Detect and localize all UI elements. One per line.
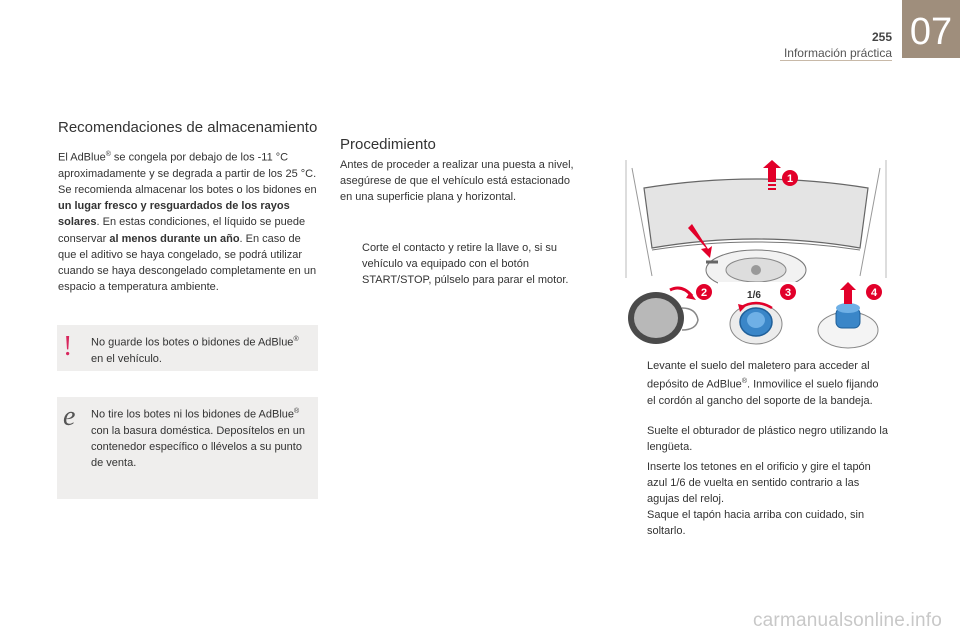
- procedure-intro: Antes de proceder a realizar una puesta a nivel, asegúrese de que el vehículo está estacionado en una superficie plana y horizontal.: [340, 159, 574, 204]
- step-4: Inserte los tetones en el orificio y gire el tapón azul 1/6 de vuelta en sentido contrario a las agujas del reloj.: [647, 461, 871, 506]
- warning-icon: !: [63, 331, 73, 362]
- environment-box: [57, 397, 318, 499]
- environment-text: No tire los botes ni los bidones de AdBlue® con la basura doméstica. Deposítelos en un contenedor específico o llévelos a su punto de venta.: [91, 408, 306, 470]
- trunk-drawing: [624, 160, 888, 290]
- header-divider: [780, 60, 892, 61]
- fraction-label: 1/6: [747, 290, 761, 301]
- step-1: Corte el contacto y retire la llave o, si su vehículo va equipado con el botón START/STOP, púlselo para parar el motor.: [362, 242, 569, 287]
- watermark: carmanualsonline.info: [752, 610, 942, 631]
- section-title: Información práctica: [783, 46, 892, 60]
- step-3: Suelte el obturador de plástico negro utilizando la lengüeta.: [647, 425, 888, 454]
- step-2: Levante el suelo del maletero para acceder al depósito de AdBlue®. Inmovilice el suelo fijando el cordón al gancho del soporte de la bandeja.: [647, 360, 879, 408]
- warning-box: [57, 325, 318, 371]
- chapter-tab: [902, 0, 960, 58]
- step-5: Saque el tapón hacia arriba con cuidado, sin soltarlo.: [647, 509, 865, 538]
- storage-heading: Recomendaciones de almacenamiento: [58, 119, 318, 136]
- adblue-tank-illustration: [622, 158, 890, 352]
- callout-2-label: 2: [700, 287, 708, 299]
- storage-paragraph: El AdBlue® se congela por debajo de los -11 °C aproximadamente y se degrada a partir de los 25 °C. Se recomienda almacenar los botes o los bidones en un lugar fresco y resguardados de los rayos solares. En estas condiciones, el líquido se puede conservar al menos durante un año. En caso de que el aditivo se haya congelado, se podrá utilizar cuando se haya descongelado completamente en un espacio a temperatura ambiente.: [58, 151, 317, 294]
- procedure-heading: Procedimiento: [340, 136, 436, 153]
- callout-3-label: 3: [784, 287, 792, 299]
- page-number: 255: [871, 30, 892, 44]
- callout-4-label: 4: [870, 287, 878, 299]
- environment-icon: e: [63, 401, 76, 432]
- warning-text: No guarde los botes o bidones de AdBlue® en el vehículo.: [91, 336, 299, 365]
- chapter-number: 07: [909, 11, 953, 53]
- cover-panel: [624, 282, 704, 350]
- callout-1-label: 1: [786, 173, 794, 185]
